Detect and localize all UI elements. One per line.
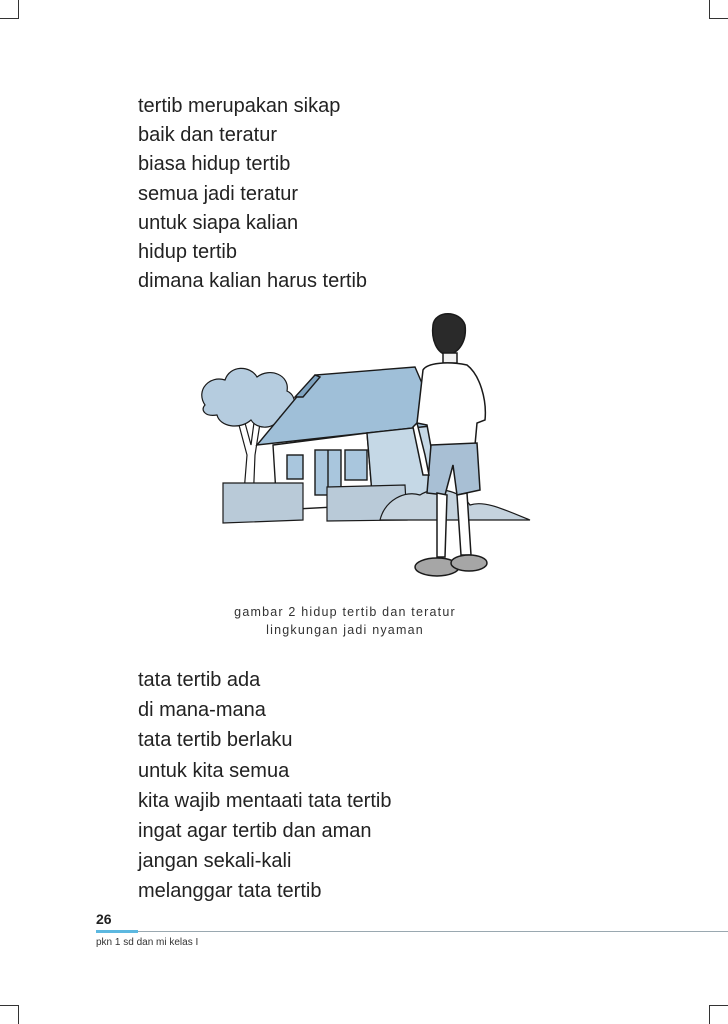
poem-line: semua jadi teratur: [138, 182, 299, 205]
caption-line-2: lingkungan jadi nyaman: [266, 623, 424, 637]
page-number: 26: [96, 911, 112, 927]
poem-line: di mana-mana: [138, 699, 266, 722]
poem-bottom: [138, 665, 391, 907]
poem-line: untuk siapa kalian: [138, 211, 299, 234]
boy-looking-at-house-illustration: [195, 305, 540, 590]
hedges: [223, 483, 530, 523]
crop-mark-bottom-right: [709, 1005, 728, 1024]
poem-line: ingat agar tertib dan aman: [138, 820, 372, 843]
poem-line: dimana kalian harus tertib: [138, 270, 368, 293]
poem-top: [138, 92, 367, 296]
poem-line: tertib merupakan sikap: [138, 95, 341, 117]
poem-line: hidup tertib: [138, 241, 237, 264]
caption-line-1: gambar 2 hidup tertib dan teratur: [234, 605, 456, 619]
poem-line: baik dan teratur: [138, 124, 277, 147]
crop-mark-top-right: [709, 0, 728, 19]
book-title: pkn 1 sd dan mi kelas I: [96, 937, 199, 948]
poem-line: jangan sekali-kali: [138, 850, 292, 873]
crop-mark-top-left: [0, 0, 19, 19]
figure-caption: [195, 603, 495, 639]
footer-accent-rule: [96, 930, 138, 933]
poem-line: kita wajib mentaati tata tertib: [138, 789, 392, 812]
footer-rule: [138, 931, 728, 932]
poem-line: untuk kita semua: [138, 759, 290, 782]
poem-line: tata tertib ada: [138, 669, 261, 691]
poem-line: biasa hidup tertib: [138, 153, 291, 176]
poem-line: melanggar tata tertib: [138, 880, 322, 903]
crop-mark-bottom-left: [0, 1005, 19, 1024]
poem-line: tata tertib berlaku: [138, 729, 293, 752]
